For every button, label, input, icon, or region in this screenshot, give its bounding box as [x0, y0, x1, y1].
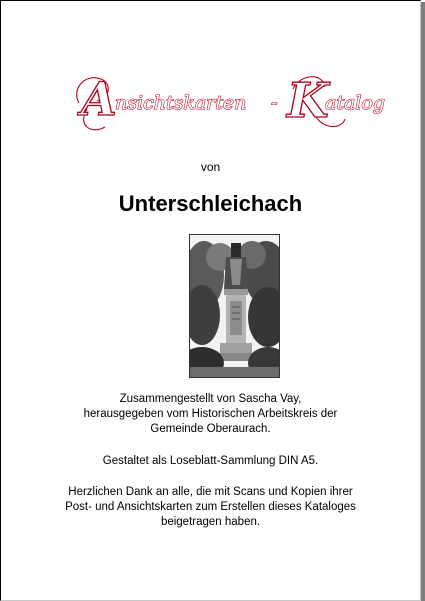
credits-text — [1, 392, 420, 437]
monument-photo — [189, 234, 280, 378]
thanks-line-3: beigetragen haben. — [160, 516, 261, 528]
title-word-katalog: atalog — [325, 92, 385, 114]
credits-line-municipality: Gemeinde Oberaurach. — [150, 423, 271, 435]
format-line: Gestaltet als Loseblatt-Sammlung DIN A5. — [102, 455, 319, 467]
monument-photo-drawing — [190, 235, 279, 377]
page-shadow — [421, 2, 425, 601]
title-initial-a: A — [81, 72, 117, 126]
title-initial-k: K — [287, 73, 329, 129]
title-word-ansichtskarten: nsichtskarten — [115, 92, 247, 114]
credits-line-publisher: herausgegeben vom Historischen Arbeitskreis der — [83, 408, 338, 420]
catalog-title-art — [1, 59, 420, 143]
thanks-line-2: Post- und Ansichtskarten zum Erstellen dieses Kataloges — [65, 501, 356, 513]
von-label: von — [200, 160, 221, 174]
thanks-line-1: Herzlichen Dank an alle, die mit Scans und Kopien ihrer — [68, 486, 353, 498]
title-dash: - — [271, 92, 278, 114]
place-name-heading: Unterschleichach — [118, 191, 303, 216]
thanks-text — [1, 485, 420, 530]
credits-line-compiler: Zusammengestellt von Sascha Vay, — [119, 393, 302, 405]
format-note — [1, 454, 420, 469]
catalog-title — [1, 59, 420, 143]
